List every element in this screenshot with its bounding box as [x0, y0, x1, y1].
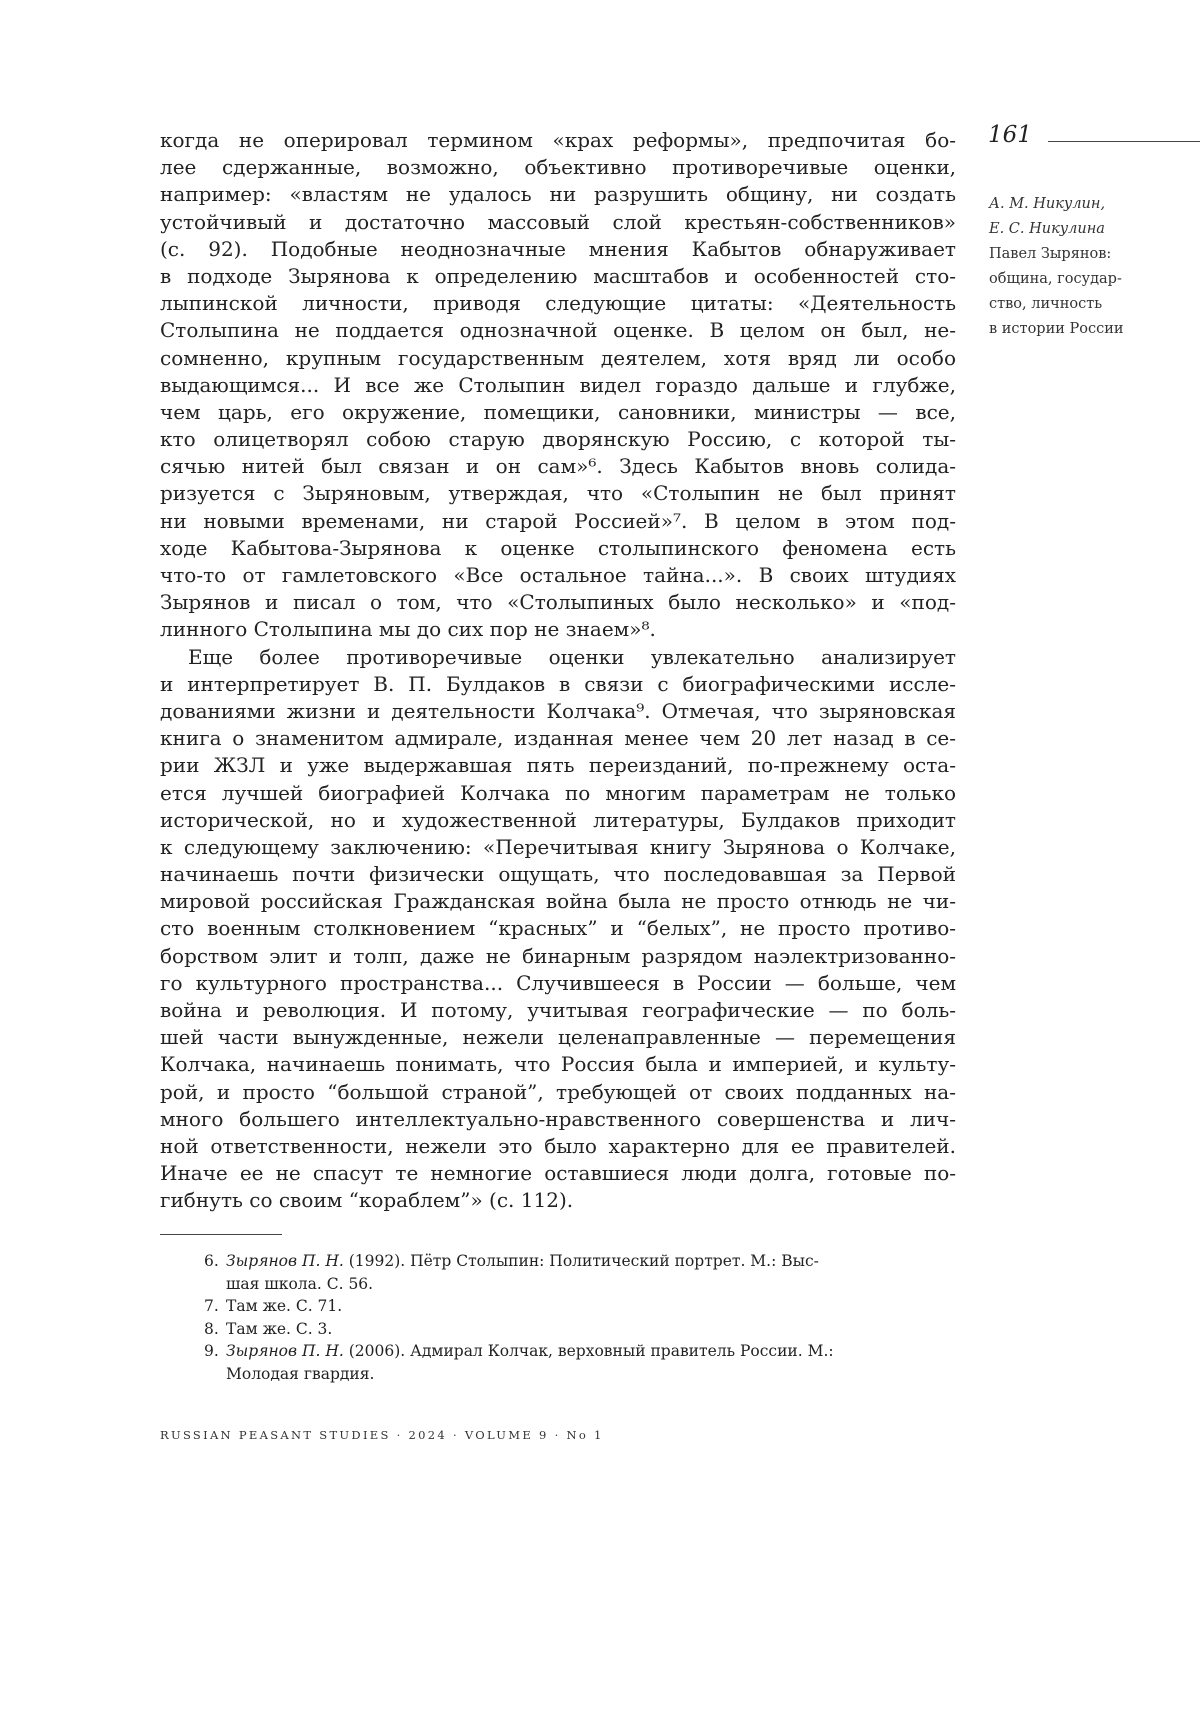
text-line: Столыпина не поддается однозначной оценке. В целом он был, не- [160, 317, 956, 344]
article-title-line: община, государ- [989, 267, 1124, 292]
footnote-number: 8. [204, 1318, 219, 1341]
paragraph [160, 644, 956, 1215]
text-line: го культурного пространства... Случившееся в России — больше, чем [160, 970, 956, 997]
text-line: ется лучшей биографией Колчака по многим параметрам не только [160, 780, 956, 807]
text-line: много большего интеллектуально-нравственного совершенства и лич- [160, 1106, 956, 1133]
text-line: начинаешь почти физически ощущать, что последовавшая за Первой [160, 861, 956, 888]
footnotes [204, 1250, 956, 1385]
text-line: рой, и просто “большой страной”, требующей от своих подданных на- [160, 1079, 956, 1106]
footnote-number: 9. [204, 1340, 219, 1363]
footnote-text: Там же. С. 71. [226, 1297, 342, 1315]
body-text [160, 127, 956, 1215]
article-title-line: в истории России [989, 317, 1124, 342]
text-line: ризуется с Зыряновым, утверждая, что «Столыпин не был принят [160, 480, 956, 507]
text-line: борством элит и толп, даже не бинарным разрядом наэлектризованно- [160, 943, 956, 970]
footnote-number: 6. [204, 1250, 219, 1273]
author-1: А. М. Никулин, [989, 192, 1124, 217]
header-rule [1048, 141, 1200, 142]
text-line: гибнуть со своим “кораблем”» (с. 112). [160, 1187, 956, 1214]
footnote-text: (2006). Адмирал Колчак, верховный правитель России. М.: [344, 1342, 834, 1360]
footnote-text: Там же. С. 3. [226, 1320, 332, 1338]
text-line: ни новыми временами, ни старой Россией»⁷. В целом в этом под- [160, 508, 956, 535]
text-line: Иначе ее не спасут те немногие оставшиеся люди долга, готовые по- [160, 1160, 956, 1187]
footnote-text: Молодая гвардия. [226, 1365, 374, 1383]
text-line: сомненно, крупным государственным деятелем, хотя вряд ли особо [160, 345, 956, 372]
footnote [204, 1250, 956, 1295]
text-line: ходе Кабытова-Зырянова к оценке столыпинского феномена есть [160, 535, 956, 562]
text-line: когда не оперировал термином «крах реформы», предпочитая бо- [160, 127, 956, 154]
text-line: сто военным столкновением “красных” и “белых”, не просто противо- [160, 915, 956, 942]
text-line: ной ответственности, нежели это было характерно для ее правителей. [160, 1133, 956, 1160]
text-line: Еще более противоречивые оценки увлекательно анализирует [160, 644, 956, 671]
footnote [204, 1318, 956, 1341]
text-line: книга о знаменитом адмирале, изданная менее чем 20 лет назад в се- [160, 725, 956, 752]
text-line: например: «властям не удалось ни разрушить общину, ни создать [160, 181, 956, 208]
paragraph [160, 127, 956, 644]
text-line: Зырянов и писал о том, что «Столыпиных было несколько» и «под- [160, 589, 956, 616]
footnote-text: шая школа. С. 56. [226, 1275, 373, 1293]
footnote-line [226, 1318, 956, 1341]
footnote-author: Зырянов П. Н. [226, 1342, 344, 1360]
text-line: устойчивый и достаточно массовый слой крестьян-собственников» [160, 209, 956, 236]
article-title-line: ство, личность [989, 292, 1124, 317]
footnote-text: (1992). Пётр Столыпин: Политический портрет. М.: Выс- [344, 1252, 819, 1270]
journal-footer: RUSSIAN PEASANT STUDIES · 2024 · VOLUME 9 · No 1 [160, 1428, 604, 1442]
text-line: шей части вынужденные, нежели целенаправленные — перемещения [160, 1024, 956, 1051]
text-line: к следующему заключению: «Перечитывая книгу Зырянова о Колчаке, [160, 834, 956, 861]
footnote-line [226, 1340, 956, 1363]
text-line: в подходе Зырянова к определению масштабов и особенностей сто- [160, 263, 956, 290]
text-line: кто олицетворял собою старую дворянскую Россию, с которой ты- [160, 426, 956, 453]
text-line: дованиями жизни и деятельности Колчака⁹. Отмечая, что зыряновская [160, 698, 956, 725]
footnote-line [226, 1273, 956, 1296]
text-line: чем царь, его окружение, помещики, сановники, министры — все, [160, 399, 956, 426]
text-line: Колчака, начинаешь понимать, что Россия была и империей, и культу- [160, 1051, 956, 1078]
text-line: лее сдержанные, возможно, объективно противоречивые оценки, [160, 154, 956, 181]
footnote-line [226, 1363, 956, 1386]
footnote-line [226, 1250, 956, 1273]
text-line: рии ЖЗЛ и уже выдержавшая пять переизданий, по-прежнему оста- [160, 752, 956, 779]
text-line: мировой российская Гражданская война была не просто отнюдь не чи- [160, 888, 956, 915]
text-line: война и революция. И потому, учитывая географические — по боль- [160, 997, 956, 1024]
text-line: лыпинской личности, приводя следующие цитаты: «Деятельность [160, 290, 956, 317]
text-line: что-то от гамлетовского «Все остальное тайна...». В своих штудиях [160, 562, 956, 589]
text-line: и интерпретирует В. П. Булдаков в связи с биографическими иссле- [160, 671, 956, 698]
page-number: 161 [988, 122, 1032, 148]
footnote-author: Зырянов П. Н. [226, 1252, 344, 1270]
footnote-rule [160, 1234, 282, 1235]
text-line: линного Столыпина мы до сих пор не знаем»⁸. [160, 616, 956, 643]
footnote-line [226, 1295, 956, 1318]
article-title-line: Павел Зырянов: [989, 242, 1124, 267]
text-line: (с. 92). Подобные неоднозначные мнения Кабытов обнаруживает [160, 236, 956, 263]
author-2: Е. С. Никулина [989, 217, 1124, 242]
text-line: выдающимся... И все же Столыпин видел гораздо дальше и глубже, [160, 372, 956, 399]
footnote-number: 7. [204, 1295, 219, 1318]
text-line: исторической, но и художественной литературы, Булдаков приходит [160, 807, 956, 834]
footnote [204, 1295, 956, 1318]
footnote [204, 1340, 956, 1385]
running-head [989, 192, 1124, 342]
text-line: сячью нитей был связан и он сам»⁶. Здесь Кабытов вновь солида- [160, 453, 956, 480]
